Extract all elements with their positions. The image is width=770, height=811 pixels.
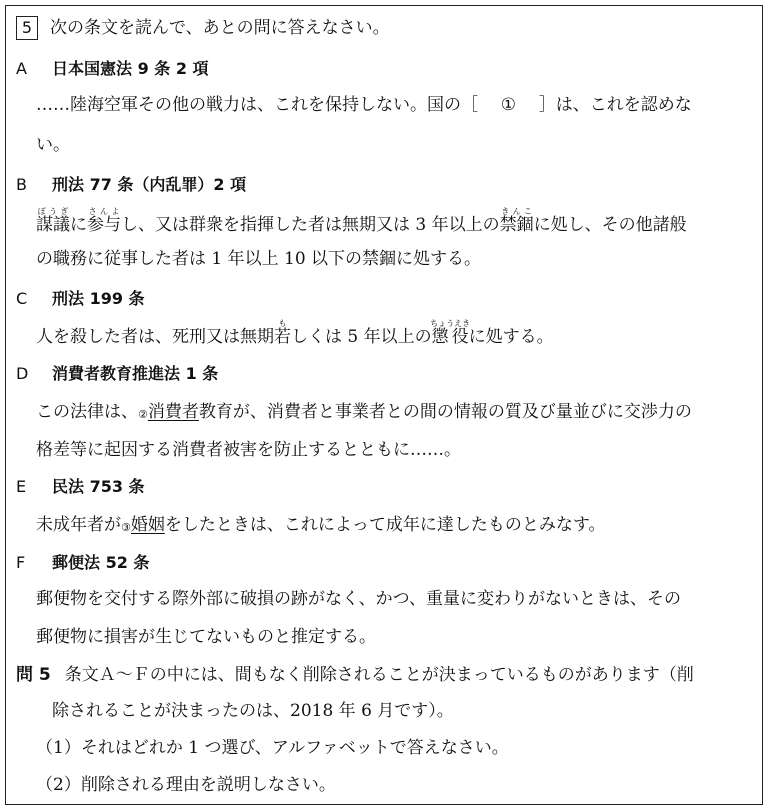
article-b-text-line1: 謀議ぼうぎに参与さんよし、又は群衆を指揮した者は無期又は 3 年以上の禁錮きんこに処し、その他諸般	[36, 207, 687, 235]
article-b-text-line2: の職務に従事した者は 1 年以上 10 以下の禁錮に処する。	[36, 249, 482, 269]
article-c-title: C 刑法 199 条	[16, 289, 145, 308]
article-a-letter: A	[16, 59, 27, 78]
article-e-letter: E	[16, 477, 27, 496]
blank-1: ①	[500, 95, 517, 115]
problem-number: 5	[16, 16, 38, 40]
article-b-letter: B	[16, 175, 27, 194]
question-label: 問 5	[16, 665, 51, 685]
article-a-title: A 日本国憲法 9 条 2 項	[16, 59, 209, 78]
article-f-text-line2: 郵便物に損害が生じてないものと推定する。	[36, 627, 376, 647]
ruby-choueki: 懲役ちょうえき	[430, 319, 471, 347]
article-f-letter: F	[16, 553, 26, 572]
ruby-mo: 若も	[274, 319, 291, 347]
question-line1: 問 5 条文Ａ～Ｆの中には、間もなく削除されることが決まっているものがあります（削	[16, 665, 694, 685]
article-a-text-line1: ……陸海空軍その他の戦力は、これを保持しない。国の［ ① ］は、これを認めな	[36, 95, 692, 115]
problem-frame	[5, 5, 763, 805]
question-sub2: （2）削除される理由を説明しなさい。	[36, 775, 336, 795]
question-sub1: （1）それはどれか 1 つ選び、アルファベットで答えなさい。	[36, 738, 509, 758]
article-f-text-line1: 郵便物を交付する際外部に破損の跡がなく、かつ、重量に変わりがないときは、その	[36, 589, 681, 609]
ruby-sanyo: 参与さんよ	[87, 207, 121, 235]
article-d-title: D 消費者教育推進法 1 条	[16, 364, 219, 383]
article-f-title: F 郵便法 52 条	[16, 553, 150, 572]
article-d-text-line2: 格差等に起因する消費者被害を防止するとともに……。	[36, 440, 461, 460]
underlined-shohisha: 消費者	[147, 402, 199, 422]
article-b-title: B 刑法 77 条（内乱罪）2 項	[16, 175, 247, 194]
ruby-bougi: 謀議ぼうぎ	[36, 207, 70, 235]
mark-3: ③	[121, 521, 131, 534]
question-line2: 除されることが決まったのは、2018 年 6 月です）。	[52, 701, 454, 721]
article-e-title: E 民法 753 条	[16, 477, 145, 496]
article-e-text-line1: 未成年者が③婚姻をしたときは、これによって成年に達したものとみなす。	[36, 515, 606, 535]
article-d-letter: D	[16, 364, 29, 383]
ruby-kinko: 禁錮きんこ	[499, 207, 534, 235]
problem-instruction: 次の条文を読んで、あとの問に答えなさい。	[50, 18, 390, 38]
underlined-konin: 婚姻	[130, 515, 165, 535]
article-a-text-line2: い。	[36, 135, 70, 155]
mark-2: ②	[138, 408, 148, 421]
article-d-text-line1: この法律は、②消費者教育が、消費者と事業者との間の情報の質及び量並びに交渉力の	[36, 402, 692, 422]
article-c-letter: C	[16, 289, 28, 308]
problem-header	[16, 16, 390, 40]
article-c-text-line1: 人を殺した者は、死刑又は無期若もしくは 5 年以上の懲役ちょうえきに処する。	[36, 319, 554, 347]
